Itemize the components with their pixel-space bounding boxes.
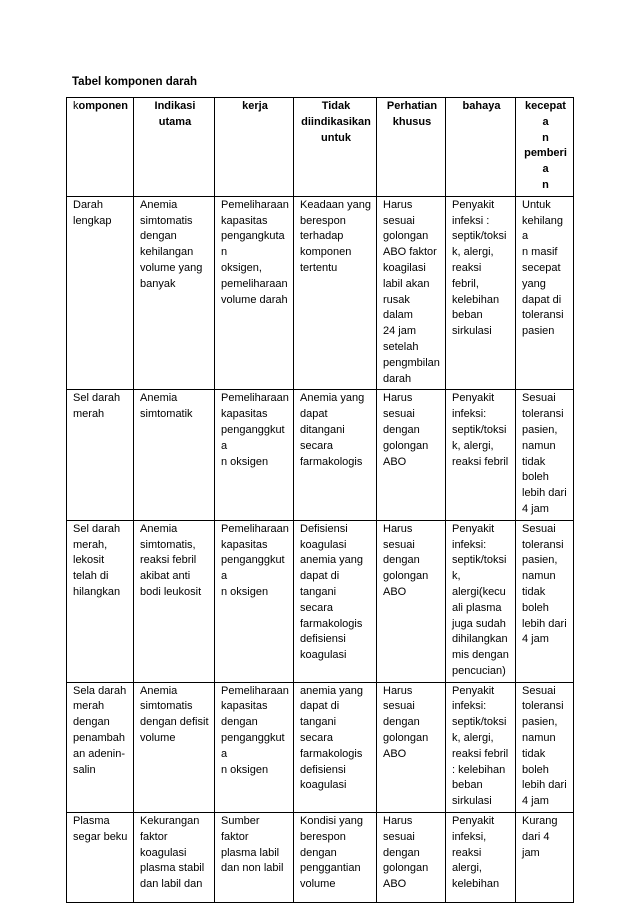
header-indikasi: Indikasi utama xyxy=(134,98,215,197)
cell-indikasi: Anemia simtomatis dengan defisit volume xyxy=(134,682,215,812)
cell-kerja: Pemeliharaan kapasitas penganggkuta n oksigen xyxy=(215,390,294,520)
cell-komponen: Sel darah merah xyxy=(67,390,134,520)
table-header-row xyxy=(67,98,574,197)
cell-indikasi: Kekurangan faktor koagulasi plasma stabil dan labil dan xyxy=(134,813,215,903)
cell-komponen: Sela darah merah dengan penambah an adenin- salin xyxy=(67,682,134,812)
cell-indikasi: Anemia simtomatik xyxy=(134,390,215,520)
cell-kecepatan: Kurang dari 4 jam xyxy=(516,813,574,903)
page-title: Tabel komponen darah xyxy=(72,76,198,88)
cell-perhatian: Harus sesuai golongan ABO faktor koagilasi labil akan rusak dalam 24 jam setelah pengmbilan darah xyxy=(377,196,446,390)
cell-tidak: Defisiensi koagulasi anemia yang dapat di tangani secara farmakologis defisiensi koagulasi xyxy=(294,520,377,682)
cell-komponen: Plasma segar beku xyxy=(67,813,134,903)
blood-components-table xyxy=(66,97,574,903)
cell-kerja: Pemeliharaan kapasitas pengangkutan oksigen, pemeliharaan volume darah xyxy=(215,196,294,390)
cell-kerja: Pemeliharaan kapasitas dengan penganggkuta n oksigen xyxy=(215,682,294,812)
table-row xyxy=(67,813,574,903)
header-komponen xyxy=(67,98,134,197)
cell-kerja: Pemeliharaan kapasitas penganggkuta n oksigen xyxy=(215,520,294,682)
cell-perhatian: Harus sesuai dengan golongan ABO xyxy=(377,390,446,520)
header-tidak: Tidak diindikasikan untuk xyxy=(294,98,377,197)
cell-bahaya: Penyakit infeksi, reaksi alergi, kelebihan xyxy=(446,813,516,903)
cell-kecepatan: Sesuai toleransi pasien, namun tidak boleh lebih dari 4 jam xyxy=(516,682,574,812)
cell-tidak: anemia yang dapat di tangani secara farmakologis defisiensi koagulasi xyxy=(294,682,377,812)
cell-kecepatan: Sesuai toleransi pasien, namun tidak boleh lebih dari 4 jam xyxy=(516,520,574,682)
cell-perhatian: Harus sesuai dengan golongan ABO xyxy=(377,813,446,903)
cell-perhatian: Harus sesuai dengan golongan ABO xyxy=(377,520,446,682)
cell-bahaya: Penyakit infeksi: septik/toksi k, alergi(kecu ali plasma juga sudah dihilangkan mis dengan pencucian) xyxy=(446,520,516,682)
cell-indikasi: Anemia simtomatis dengan kehilangan volume yang banyak xyxy=(134,196,215,390)
cell-bahaya: Penyakit infeksi: septik/toksi k, alergi, reaksi febril xyxy=(446,390,516,520)
header-komponen-initial: k xyxy=(73,100,79,112)
cell-kerja: Sumber faktor plasma labil dan non labil xyxy=(215,813,294,903)
cell-perhatian: Harus sesuai dengan golongan ABO xyxy=(377,682,446,812)
cell-tidak: Kondisi yang berespon dengan penggantian volume xyxy=(294,813,377,903)
table-row xyxy=(67,390,574,520)
cell-tidak: Anemia yang dapat ditangani secara farmakologis xyxy=(294,390,377,520)
cell-bahaya: Penyakit infeksi : septik/toksi k, alergi, reaksi febril, kelebihan beban sirkulasi xyxy=(446,196,516,390)
header-komponen-rest: omponen xyxy=(78,100,128,112)
header-bahaya: bahaya xyxy=(446,98,516,197)
table-row xyxy=(67,682,574,812)
cell-kecepatan: Untuk kehilanga n masif secepat yang dapat di toleransi pasien xyxy=(516,196,574,390)
cell-bahaya: Penyakit infeksi: septik/toksi k, alergi, reaksi febril : kelebihan beban sirkulasi xyxy=(446,682,516,812)
cell-komponen: Sel darah merah, lekosit telah di hilangkan xyxy=(67,520,134,682)
cell-indikasi: Anemia simtomatis, reaksi febril akibat anti bodi leukosit xyxy=(134,520,215,682)
table-row xyxy=(67,196,574,390)
cell-kecepatan: Sesuai toleransi pasien, namun tidak boleh lebih dari 4 jam xyxy=(516,390,574,520)
header-kecepatan: kecepata n pemberia n xyxy=(516,98,574,197)
table-row xyxy=(67,520,574,682)
header-kerja: kerja xyxy=(215,98,294,197)
cell-komponen: Darah lengkap xyxy=(67,196,134,390)
header-perhatian: Perhatian khusus xyxy=(377,98,446,197)
cell-tidak: Keadaan yang berespon terhadap komponen tertentu xyxy=(294,196,377,390)
